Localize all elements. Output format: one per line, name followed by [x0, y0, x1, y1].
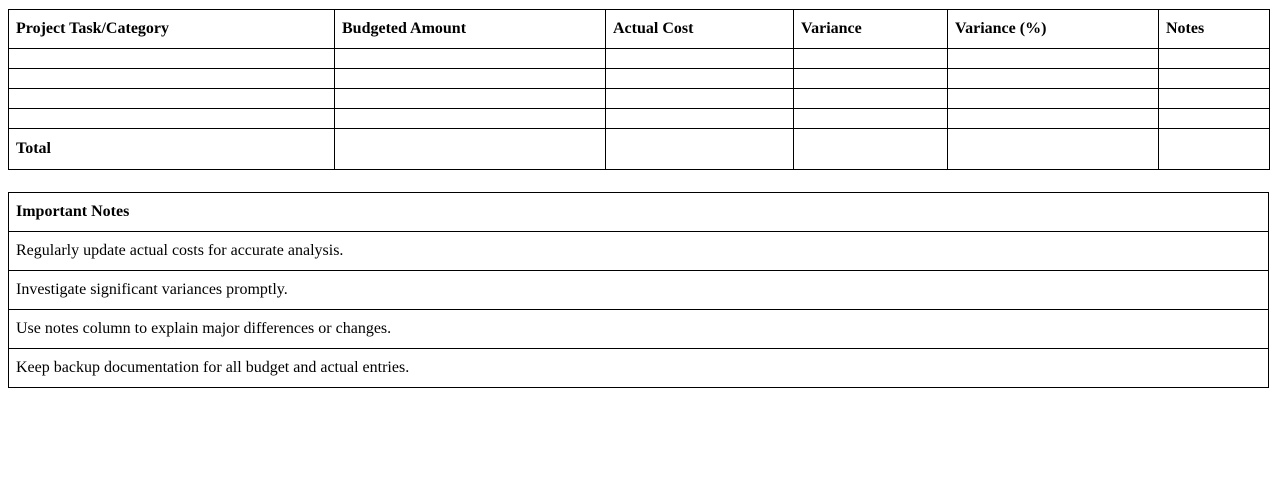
budget-cell[interactable] — [606, 69, 794, 89]
col-header-budgeted-amount: Budgeted Amount — [335, 10, 606, 49]
budget-cell[interactable] — [335, 89, 606, 109]
budget-row-3 — [9, 89, 1270, 109]
budget-cell[interactable] — [9, 49, 335, 69]
budget-cell[interactable] — [794, 69, 948, 89]
total-label-cell: Total — [9, 129, 335, 170]
budget-cell[interactable] — [948, 109, 1159, 129]
notes-title: Important Notes — [9, 193, 1269, 232]
note-row-1 — [9, 232, 1269, 271]
budget-row-4 — [9, 109, 1270, 129]
budget-cell[interactable] — [606, 109, 794, 129]
budget-total-row — [9, 129, 1270, 170]
budget-cell[interactable] — [1159, 89, 1270, 109]
budget-cell[interactable] — [948, 89, 1159, 109]
note-row-4 — [9, 349, 1269, 388]
note-row-2 — [9, 271, 1269, 310]
budget-cell[interactable] — [948, 49, 1159, 69]
budget-cell[interactable] — [335, 109, 606, 129]
budget-total-cell[interactable] — [1159, 129, 1270, 170]
budget-header-row — [9, 10, 1270, 49]
budget-cell[interactable] — [606, 49, 794, 69]
notes-header-row — [9, 193, 1269, 232]
budget-cell[interactable] — [794, 89, 948, 109]
budget-total-cell[interactable] — [335, 129, 606, 170]
budget-total-cell[interactable] — [794, 129, 948, 170]
col-header-project-task-category: Project Task/Category — [9, 10, 335, 49]
budget-cell[interactable] — [9, 89, 335, 109]
note-item: Use notes column to explain major differences or changes. — [9, 310, 1269, 349]
note-row-3 — [9, 310, 1269, 349]
budget-cell[interactable] — [794, 49, 948, 69]
budget-table — [8, 9, 1270, 170]
budget-cell[interactable] — [1159, 69, 1270, 89]
budget-row-1 — [9, 49, 1270, 69]
note-item: Regularly update actual costs for accurate analysis. — [9, 232, 1269, 271]
col-header-actual-cost: Actual Cost — [606, 10, 794, 49]
budget-cell[interactable] — [9, 109, 335, 129]
col-header-notes: Notes — [1159, 10, 1270, 49]
budget-cell[interactable] — [335, 69, 606, 89]
col-header-variance-pct: Variance (%) — [948, 10, 1159, 49]
note-item: Investigate significant variances promptly. — [9, 271, 1269, 310]
budget-cell[interactable] — [794, 109, 948, 129]
col-header-variance: Variance — [794, 10, 948, 49]
budget-cell[interactable] — [1159, 49, 1270, 69]
budget-total-cell[interactable] — [948, 129, 1159, 170]
budget-total-cell[interactable] — [606, 129, 794, 170]
note-item: Keep backup documentation for all budget and actual entries. — [9, 349, 1269, 388]
budget-cell[interactable] — [9, 69, 335, 89]
budget-row-2 — [9, 69, 1270, 89]
budget-cell[interactable] — [1159, 109, 1270, 129]
budget-cell[interactable] — [948, 69, 1159, 89]
budget-cell[interactable] — [335, 49, 606, 69]
important-notes-table — [8, 192, 1269, 388]
budget-cell[interactable] — [606, 89, 794, 109]
